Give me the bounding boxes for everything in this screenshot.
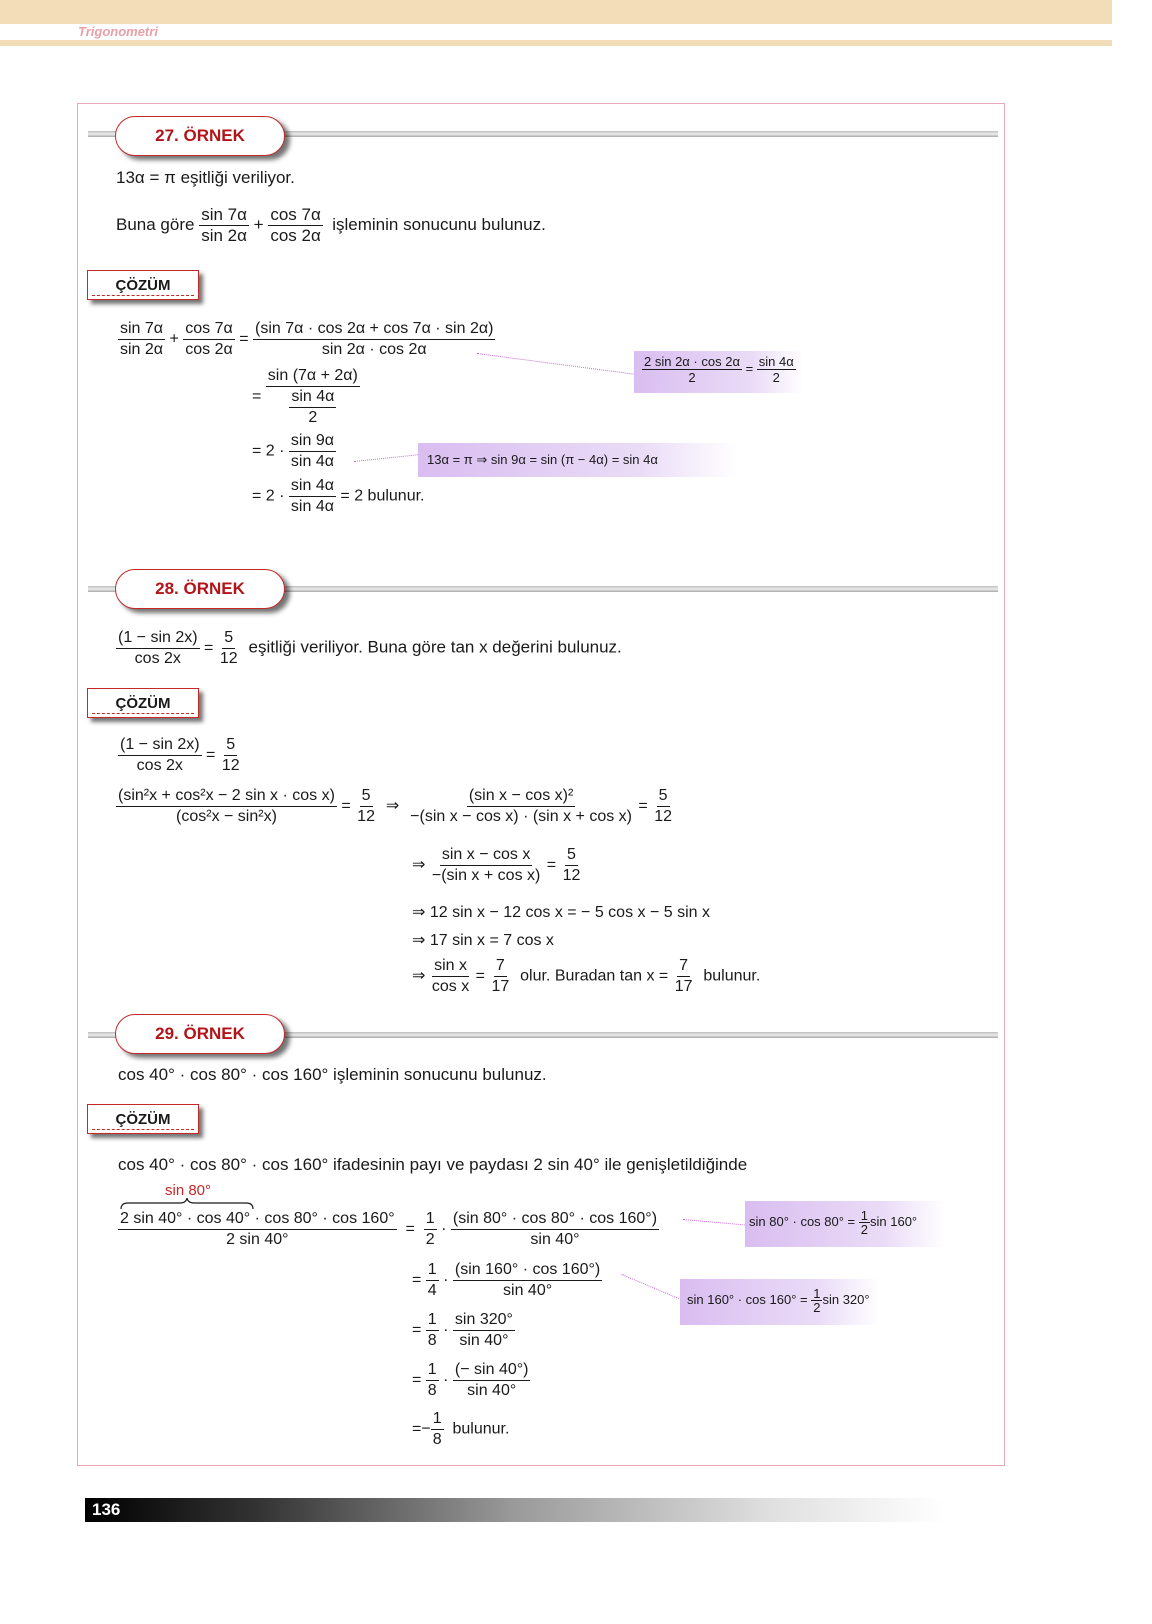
ex28-line-5: ⇒ 17 sin x = 7 cos x [412,932,554,949]
ex28-solution-label: ÇÖZÜM [87,688,199,718]
example-28-title: 28. ÖRNEK [115,569,285,609]
ex29-line-1: $\frac{2 \sin 40^\circ \cdot \cos 40^\circ \cdot \cos 80^\circ \cdot \cos 160^\circ}{2 \sin 40^\circ}$ = $\frac{1}{2}$ · $\frac{(\sin 80^\circ \cdot \cos 80^\circ \cdot \cos 160^\circ)}{\sin 40^\circ}$ [120,1210,658,1248]
ex29-question: cos 40° · cos 80° · cos 160° işleminin sonucunu bulunuz. [118,1065,547,1084]
ex28-line-2: $\frac{\text{(sin²x + cos²x − 2 sin x · cos x)}}{\text{(cos²x − sin²x)}}$ = $\frac{5}{12}$ ⇒ $\frac{\text{(sin x − cos x)²}}{\text{−(sin x − cos x) · (sin x + cos x)}}$ = $\frac{5}{12}$ [118,787,673,825]
example-27-title: 27. ÖRNEK [115,116,285,156]
ex29-solution-label: ÇÖZÜM [87,1104,199,1134]
header-band-lower [0,40,1112,46]
ex27-step-2: = $\frac{\sin (7\alpha + 2\alpha)}{\frac{\sin 4\alpha}{2}}$ [252,367,358,426]
ex29-note-1: sin 80° · cos 80° = $\frac{1}{2}$ sin 160° [745,1201,945,1247]
ex27-step-1: $\frac{\sin 7\alpha}{\sin 2\alpha}$ + $\frac{\cos 7\alpha}{\cos 2\alpha}$ = $\frac{(\sin 7\alpha \cdot \cos 2\alpha + \cos 7\alpha \cdot \sin 2\alpha)}{\sin 2\alpha \cdot \cos 2\alpha}$ [120,320,494,358]
chapter-title: Trigonometri [78,24,158,39]
ex27-note-2: 13α = π ⇒ sin 9α = sin (π − 4α) = sin 4α [418,443,738,477]
page-number: 136 [92,1500,121,1519]
example-29-title: 29. ÖRNEK [115,1014,285,1054]
ex28-question: $\frac{(1 - \sin 2x)}{\cos 2x}$ = $\frac{5}{12}$ eşitliği veriliyor. Buna göre tan x değerini bulunuz. [118,629,622,667]
footer-bar [85,1498,945,1522]
ex29-note-2: sin 160° · cos 160° = $\frac{1}{2}$ sin 320° [680,1279,880,1325]
ex29-intro: cos 40° · cos 80° · cos 160° ifadesinin payı ve paydası 2 sin 40° ile genişletildiğinde [118,1155,748,1174]
header-band [0,0,1112,24]
ex28-line-3: ⇒ $\frac{\text{sin x − cos x}}{\text{−(sin x + cos x)}}$ = $\frac{5}{12}$ [412,846,581,884]
ex28-line-6: ⇒ $\frac{\text{sin x}}{\text{cos x}}$ = $\frac{7}{17}$ olur. Buradan tan x = $\frac{7}{17}$ bulunur. [412,957,761,995]
ex27-given: 13α = π eşitliği veriliyor. [116,168,295,187]
ex27-step-4: = 2 · $\frac{\sin 4\alpha}{\sin 4\alpha}$ = 2 bulunur. [252,477,425,515]
ex29-line-2: = $\frac{1}{4}$ · $\frac{(\sin 160^\circ \cdot \cos 160^\circ)}{\sin 40^\circ}$ [412,1261,601,1299]
ex29-line-4: = $\frac{1}{8}$ · $\frac{(- \sin 40^\circ)}{\sin 40^\circ}$ [412,1361,529,1399]
ex28-line-1: $\frac{(1 - \sin 2x)}{\cos 2x}$ = $\frac{5}{12}$ [120,736,240,774]
ex29-line-5: =− $\frac{1}{8}$ bulunur. [412,1410,510,1448]
ex29-brace-label: sin 80° [165,1182,212,1199]
ex27-solution-label: ÇÖZÜM [87,270,199,300]
ex27-step-3: = 2 · $\frac{\sin 9\alpha}{\sin 4\alpha}$ [252,432,334,470]
ex28-line-4: ⇒ 12 sin x − 12 cos x = − 5 cos x − 5 sin x [412,904,710,921]
ex27-note-1: $\frac{2 \sin 2\alpha \cdot \cos 2\alpha}{2}$ = $\frac{\sin 4\alpha}{2}$ [634,351,804,393]
ex27-question: Buna göre $\frac{\sin 7\alpha}{\sin 2\alpha}$ + $\frac{\cos 7\alpha}{\cos 2\alpha}$ işleminin sonucunu bulunuz. [116,205,546,245]
ex29-line-3: = $\frac{1}{8}$ · $\frac{\sin 320^\circ}{\sin 40^\circ}$ [412,1311,513,1349]
